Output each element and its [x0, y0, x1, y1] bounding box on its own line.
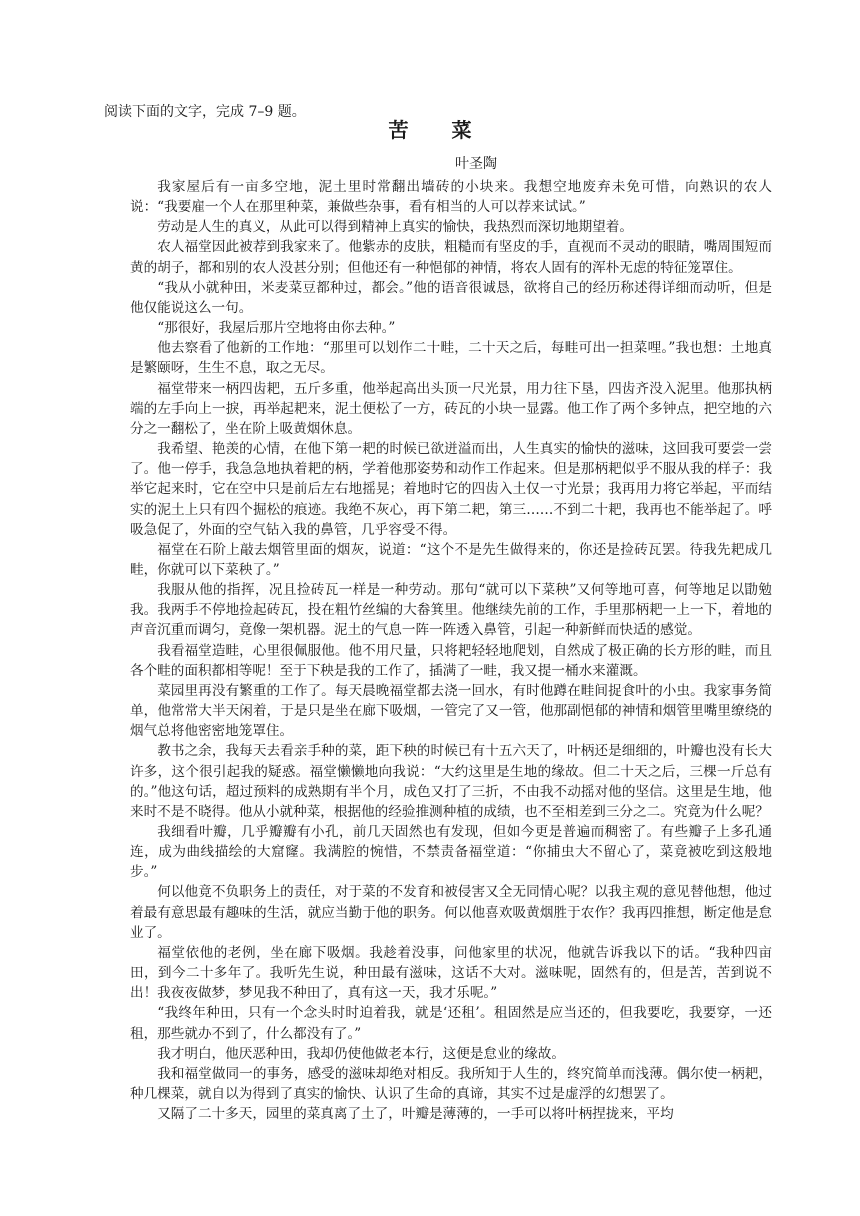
paragraph: “我终年种田，只有一个念头时时迫着我，就是‘还租’。租固然是应当还的，但我要吃，我要穿，一还租，那些就办不到了，什么都没有了。” — [130, 1005, 772, 1042]
author-name: 叶圣陶 — [455, 156, 497, 172]
instruction-text: 阅读下面的文字，完成 7–9 题。 — [104, 104, 306, 120]
paragraph: 我和福堂做同一的事务，感受的滋味却绝对相反。我所知于人生的，终究简单而浅薄。偶尔使一柄耙，种几棵菜，就自以为得到了真实的愉快、认识了生命的真谛，其实不过是虚浮的幻想罢了。 — [130, 1065, 772, 1103]
paragraph: 我才明白，他厌恶种田，我却仍使他做老本行，这便是怠业的缘故。 — [157, 1045, 565, 1062]
paragraph: 劳动是人生的真义，从此可以得到精神上真实的愉快，我热烈而深切地期望着。 — [157, 219, 633, 236]
paragraph: 我看福堂造畦，心里很佩服他。他不用尺量，只将耙轻轻地爬划，自然成了极正确的长方形的畦，而且各个畦的面积都相等呢！至于下秧是我的工作了，插满了一畦，我又提一桶水来灌溉。 — [130, 642, 772, 679]
article-body — [130, 177, 772, 1124]
paragraph: 我家屋后有一亩多空地，泥土里时常翻出墙砖的小块来。我想空地废弃未免可惜，向熟识的农人说：“我要雇一个人在那里种菜，兼做些杂事，看有相当的人可以荐来试试。” — [130, 179, 772, 216]
paragraph: 福堂在石阶上敲去烟管里面的烟灰，说道：“这个不是先生做得来的，你还是捡砖瓦罢。待我先耙成几畦，你就可以下菜秧了。” — [130, 541, 772, 578]
paragraph: 教书之余，我每天去看亲手种的菜，距下秧的时候已有十五六天了，叶柄还是细细的，叶瓣也没有长大许多，这个很引起我的疑惑。福堂懒懒地向我说：“大约这里是生地的缘故。但二十天之后，三棵一斤总有的。”他这句话，超过预料的成熟期有半个月，成色又打了三折，不由我不动摇对他的坚信。这里是生地，他来时不是不晓得。他从小就种菜，根据他的经验推测种植的成绩，也不至相差到三分之二。究竟为什么呢？ — [130, 743, 772, 820]
paragraph: 菜园里再没有繁重的工作了。每天晨晚福堂都去浇一回水，有时他蹲在畦间捉食叶的小虫。我家事务简单，他常常大半天闲着，于是只是坐在廊下吸烟，一管完了又一管，他那副悒郁的神情和烟管里嘴里缭绕的烟气总将他密密地笼罩住。 — [130, 682, 772, 740]
paragraph: 又隔了二十多天，园里的菜真离了土了，叶瓣是薄薄的，一手可以将叶柄捏拢来，平均 — [157, 1106, 674, 1123]
paragraph: 我希望、艳羡的心情，在他下第一耙的时候已欲迸溢而出，人生真实的愉快的滋味，这回我可要尝一尝了。他一停手，我急急地执着耙的柄，学着他那姿势和动作工作起来。但是那柄耙似乎不服从我的样子：我举它起来时，它在空中只是前后左右地摇晃；着地时它的四齿入土仅一寸光景；我再用力将它举起，平而结实的泥土上只有四个掘松的痕迹。我绝不灰心，再下第二耙，第三……不到二十耙，我再也不能举起了。呼吸急促了，外面的空气钻入我的鼻管，几乎容受不得。 — [130, 441, 772, 538]
paragraph: 福堂带来一柄四齿耙，五斤多重，他举起高出头顶一尺光景，用力往下垦，四齿齐没入泥里。他那执柄端的左手向上一捩，再举起耙来，泥土便松了一方，砖瓦的小块一显露。他工作了两个多钟点，把空地的六分之一翻松了，坐在阶上吸黄烟休息。 — [130, 380, 772, 437]
paragraph: 我细看叶瓣，几乎瓣瓣有小孔，前几天固然也有发现，但如今更是普遍而稠密了。有些瓣子上多孔通连，成为曲线描绘的大窟窿。我满腔的惋惜，不禁责备福堂道：“你捕虫大不留心了，菜竟被吃到这般地步。” — [130, 824, 772, 881]
article-title: 苦 菜 — [388, 118, 490, 142]
paragraph: 我服从他的指挥，况且捡砖瓦一样是一种劳动。那句“就可以下菜秧”又何等地可喜，何等地足以勖勉我。我两手不停地捡起砖瓦，投在粗竹丝编的大畚箕里。他继续先前的工作，手里那柄耙一上一下，着地的声音沉重而调匀，竟像一架机器。泥土的气息一阵一阵透入鼻管，引起一种新鲜而快适的感觉。 — [130, 582, 772, 639]
paragraph: 农人福堂因此被荐到我家来了。他紫赤的皮肤，粗糙而有坚皮的手，直视而不灵动的眼睛，嘴周围短而黄的胡子，都和别的农人没甚分别；但他还有一种悒郁的神情，将农人固有的浑朴无虑的特征笼罩住。 — [130, 239, 772, 276]
paragraph: “那很好，我屋后那片空地将由你去种。” — [157, 320, 396, 337]
paragraph: 何以他竟不负职务上的责任，对于菜的不发育和被侵害又全无同情心呢？以我主观的意见替他想，他过着最有意思最有趣味的生活，就应当勤于他的职务。何以他喜欢吸黄烟胜于农作？我再四推想，断定他是怠业了。 — [130, 884, 772, 941]
paragraph: 福堂依他的老例，坐在廊下吸烟。我趁着没事，问他家里的状况，他就告诉我以下的话。“我种四亩田，到今二十多年了。我听先生说，种田最有滋味，这话不大对。滋味呢，固然有的，但是苦，苦到说不出！我夜夜做梦，梦见我不种田了，真有这一天，我才乐呢。” — [130, 944, 772, 1002]
paragraph: “我从小就种田，米麦菜豆都种过，都会。”他的语音很诚恳，欲将自己的经历称述得详细而动听，但是他仅能说这么一句。 — [130, 279, 772, 316]
paragraph: 他去察看了他新的工作地：“那里可以划作二十畦，二十天之后，每畦可出一担菜哩。”我也想：土地真是繁颐呀，生生不息，取之无尽。 — [130, 340, 772, 377]
